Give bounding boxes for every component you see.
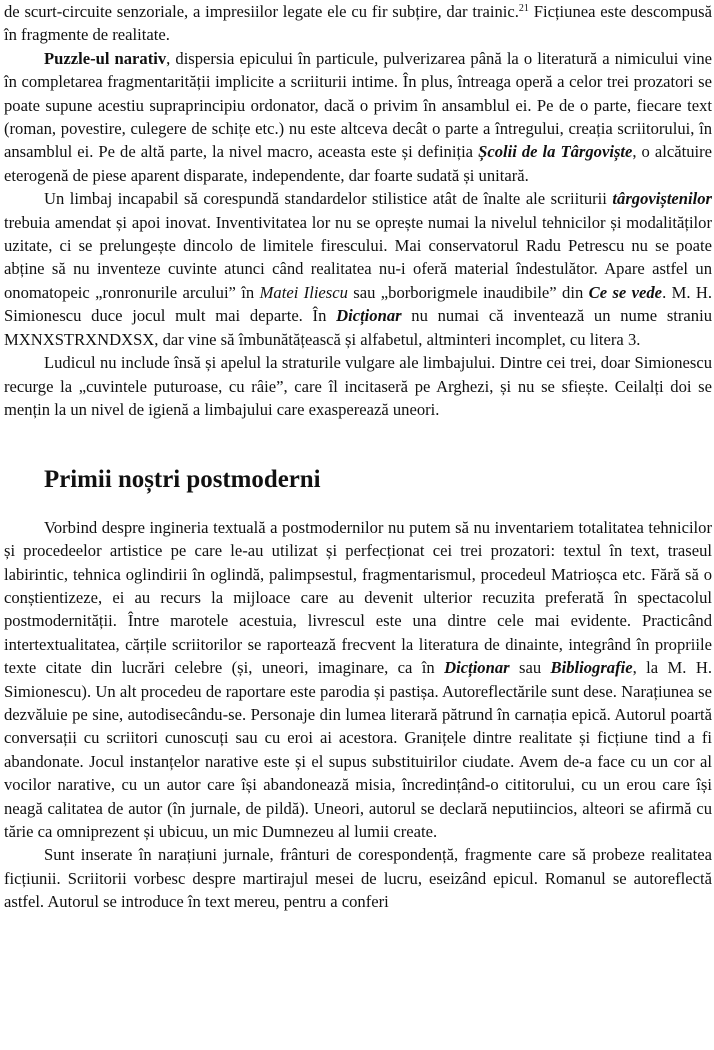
body-text: de scurt-circuite senzoriale, a impresiilor legate ele cu fir subțire, dar trainic. [4, 2, 519, 21]
emphasis-text: Ce se vede [588, 282, 663, 302]
emphasis-text: Dicționar [444, 658, 510, 678]
paragraph [4, 47, 712, 187]
section-spacer [4, 421, 712, 468]
emphasis-text: Dicționar [336, 306, 402, 326]
body-text: trebuia amendat și apoi inovat. Inventivitatea lor nu se oprește numai la nivelul tehnicilor și modalităților uzitate, ci se prelungește dincolo de limitele firescului. Mai conservatorul Radu Petrescu nu se poate abține să nu inventeze cuvinte atunci când realitatea nu-i oferă material îndestulător. Apare astfel un onomatopeic „ronronurile arcului” în [4, 212, 712, 302]
body-text: , dispersia epicului în particule, pulverizarea până la o literatură a nimicului vine în completarea fragmentarității implicite a scriiturii intime. În plus, întreaga operă a celor trei prozatori se poate supune acestiu supraprincipiu ordonator, dacă o privim în ansamblul ei. Pe de o parte, fiecare text (roman, povestire, culegere de schițe etc.) nu este altceva decât o parte a întregului, creația scriitorului, în ansamblul ei. Pe de altă parte, la nivel macro, aceasta este și definiția [4, 48, 712, 162]
footnote-ref: 21 [518, 3, 529, 14]
body-text: nu numai că inventează un nume straniu MXNXSTRXNDXSX, dar vine să îmbunătățească și alfabetul, altminteri incomplet, cu litera 3. [4, 306, 712, 349]
emphasis-text: Puzzle-ul narativ [44, 48, 167, 68]
body-text: sau „borborigmele inaudibile” din [347, 282, 589, 302]
body-text: Vorbind despre ingineria textuală a postmodernilor nu putem să nu inventariem totalitatea tehnicilor și procedeelor artistice pe care le-au utilizat și perfecționat cei trei prozatori: textul în text, traseul labirintic, tehnica oglindirii în oglindă, palimpsestul, fragmentarismul, procedeul Matrioșca etc. Fără să o conștientizeze, ei au recurs la mijloace care au devenit ulterior recuzita preferată în spectacolul postmodernității. Între marotele acestuia, livrescul este una dintre cele mai evidente. Practicând intertextualitatea, cărțile scriitorilor se raportează frecvent la literatura de dinainte, integrând în propriile texte citate din lucrări celebre (și, uneori, imaginare, ca în [4, 517, 712, 678]
paragraph [4, 0, 712, 47]
emphasis-text: târgoviștenilor [612, 189, 712, 209]
body-text: sau [509, 658, 551, 678]
body-text: Ficțiunea este descompusă în fragmente de realitate. [4, 2, 712, 45]
section-spacer [4, 492, 712, 516]
emphasis-text: Bibliografie [550, 658, 633, 678]
body-text: Ludicul nu include însă și apelul la straturile vulgare ale limbajului. Dintre cei trei, doar Simionescu recurge la „cuvintele puturoase, cu râie”, care îl incitaseră pe Arghezi, și nu se sfiește. Ceilalți doi se mențin la un nivel de igienă a limbajului care exasperează uneori. [4, 353, 712, 419]
section-heading: Primii noștri postmoderni [44, 466, 321, 494]
body-text: Sunt inserate în narațiuni jurnale, frânturi de corespondență, fragmente care să probeze realitatea ficțiunii. Scriitorii vorbesc despre martirajul mesei de lucru, eseizând epicul. Romanul se autoreflectă astfel. Autorul se introduce în text mereu, pentru a conferi [4, 845, 712, 912]
body-text: , la M. H. Simionescu). Un alt procedeu de raportare este parodia și pastișa. Autoreflectările sunt dese. Narațiunea se dezvăluie pe sine, autodisecându-se. Personaje din lumea literară pătrund în carnația epică. Autorul poartă conversații cu scriitori cunoscuți sau cu eroi ai acestora. Granițele dintre realitate și ficțiune tind a fi abandonate. Jocul instanțelor narative este și el supus substituirilor ciudate. Avem de-a face cu un cor al vocilor narative, cu un autor care își abandonează misia, încredințând-o cititorului, cu un erou care își neagă calitatea de autor (în jurnale, de pildă). Uneori, autorul se declară neputiincios, alteori se afirmă cu tărie ca omniprezent și ubicuu, un mic Dumnezeu al lumii create. [4, 658, 712, 841]
body-text: Un limbaj incapabil să corespundă standardelor stilistice atât de înalte ale scriiturii [44, 189, 613, 209]
paragraph [4, 351, 712, 421]
paragraph [4, 843, 712, 913]
emphasis-text: Matei Iliescu [259, 282, 348, 302]
paragraph [4, 516, 712, 844]
body-text: . M. H. Simionescu duce jocul mult mai departe. În [4, 282, 713, 326]
emphasis-text: Școlii de la Târgoviște [478, 142, 633, 162]
paragraph [4, 187, 712, 351]
body-text: , o alcătuire eterogenă de piese aparent disparate, independente, dar foarte sudată și unitară. [4, 142, 712, 185]
